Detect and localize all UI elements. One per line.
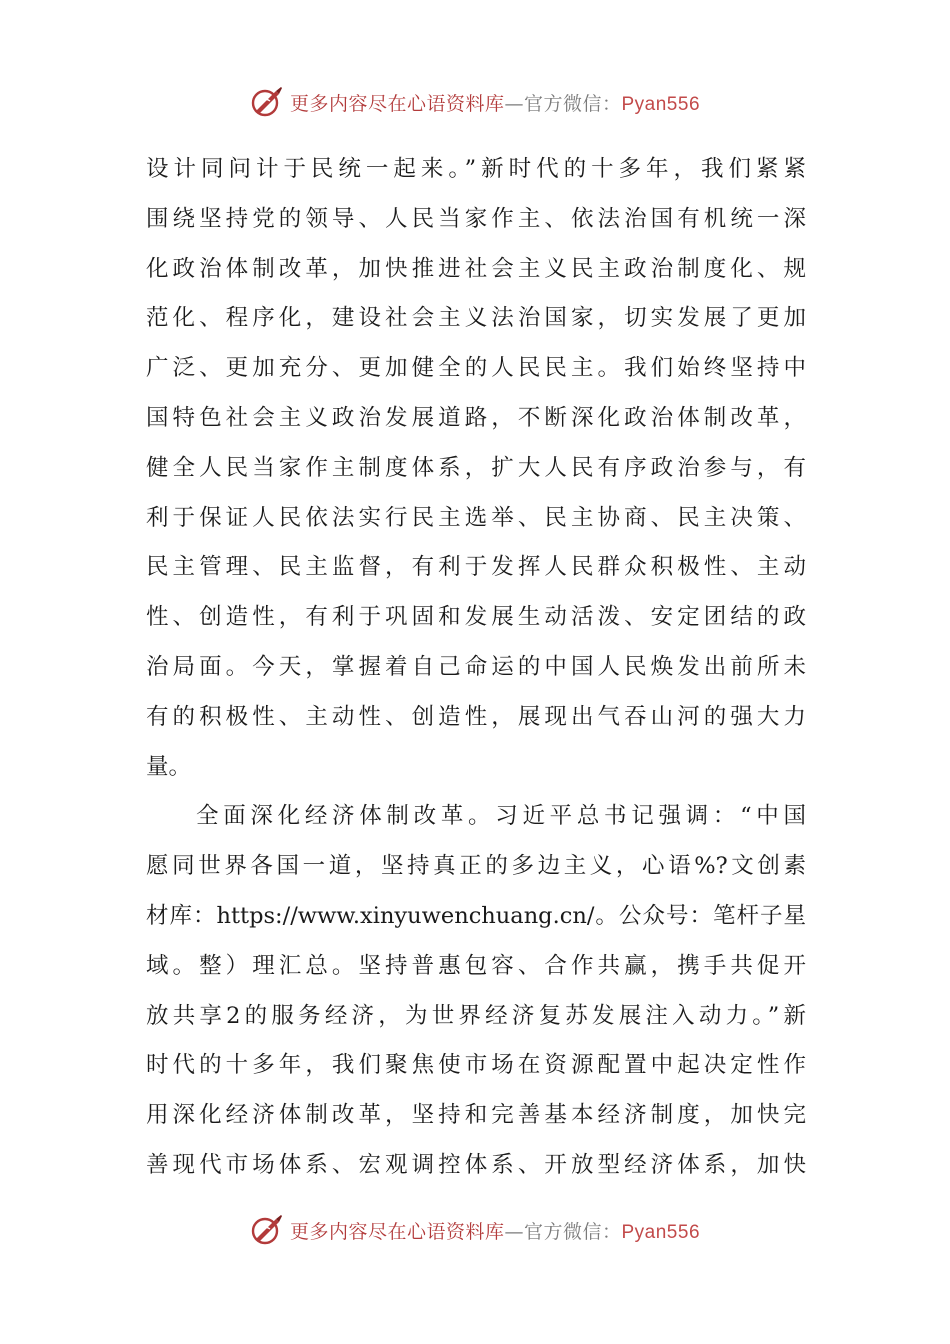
body-line: 域。整）理汇总。坚持普惠包容、合作共赢，携手共促开 xyxy=(146,952,806,979)
banner-dash: — xyxy=(504,1220,524,1243)
body-line: 治局面。今天，掌握着自己命运的中国人民焕发出前所未 xyxy=(146,653,806,680)
body-line: 有的积极性、主动性、创造性，展现出气吞山河的强大力 xyxy=(146,703,806,730)
footer-banner xyxy=(0,1208,950,1252)
body-line: 范化、程序化，建设社会主义法治国家，切实发展了更加 xyxy=(146,305,806,332)
body-line: 设计同问计于民统一起来。”新时代的十多年，我们紧紧 xyxy=(146,156,806,182)
body-line: 民主管理、民主监督，有利于发挥人民群众积极性、主动 xyxy=(146,554,806,581)
body-line: 性、创造性，有利于巩固和发展生动活泼、安定团结的政 xyxy=(146,604,806,631)
header-banner-text xyxy=(290,89,700,116)
body-line: 国特色社会主义政治发展道路，不断深化政治体制改革， xyxy=(146,404,806,431)
header-banner xyxy=(0,80,950,124)
banner-official-text: 官方微信： xyxy=(523,92,622,115)
banner-official-text: 官方微信： xyxy=(523,1220,622,1243)
body-line: 全面深化经济体制改革。习近平总书记强调：“中国 xyxy=(196,803,806,830)
banner-dash: — xyxy=(504,92,524,115)
pen-logo-icon xyxy=(250,85,284,119)
banner-wechat-id: Pyan556 xyxy=(621,1221,701,1243)
pen-logo-icon xyxy=(250,1213,284,1247)
body-line: 善现代市场体系、宏观调控体系、开放型经济体系，加快 xyxy=(146,1151,806,1178)
document-body xyxy=(146,145,806,1191)
body-line: 放共享2的服务经济，为世界经济复苏发展注入动力。”新 xyxy=(146,1002,806,1029)
body-line: 广泛、更加充分、更加健全的人民民主。我们始终坚持中 xyxy=(146,355,806,382)
body-line: 量。 xyxy=(146,753,192,780)
body-line: 愿同世界各国一道，坚持真正的多边主义，心语%?文创素 xyxy=(146,853,806,880)
body-line: 时代的十多年，我们聚焦使市场在资源配置中起决定性作 xyxy=(146,1052,806,1079)
body-line: 用深化经济体制改革，坚持和完善基本经济制度，加快完 xyxy=(146,1102,806,1129)
footer-banner-text xyxy=(290,1217,700,1244)
banner-main-text: 更多内容尽在心语资料库 xyxy=(289,92,505,115)
body-line: 健全人民当家作主制度体系，扩大人民有序政治参与，有 xyxy=(146,454,806,481)
banner-main-text: 更多内容尽在心语资料库 xyxy=(289,1220,505,1243)
body-line: 材库：https://www.xinyuwenchuang.cn/。公众号：笔杆子星 xyxy=(146,902,806,929)
body-line: 围绕坚持党的领导、人民当家作主、依法治国有机统一深 xyxy=(146,205,806,232)
body-line: 化政治体制改革，加快推进社会主义民主政治制度化、规 xyxy=(146,255,806,282)
body-line: 利于保证人民依法实行民主选举、民主协商、民主决策、 xyxy=(146,504,806,531)
banner-wechat-id: Pyan556 xyxy=(621,93,701,115)
